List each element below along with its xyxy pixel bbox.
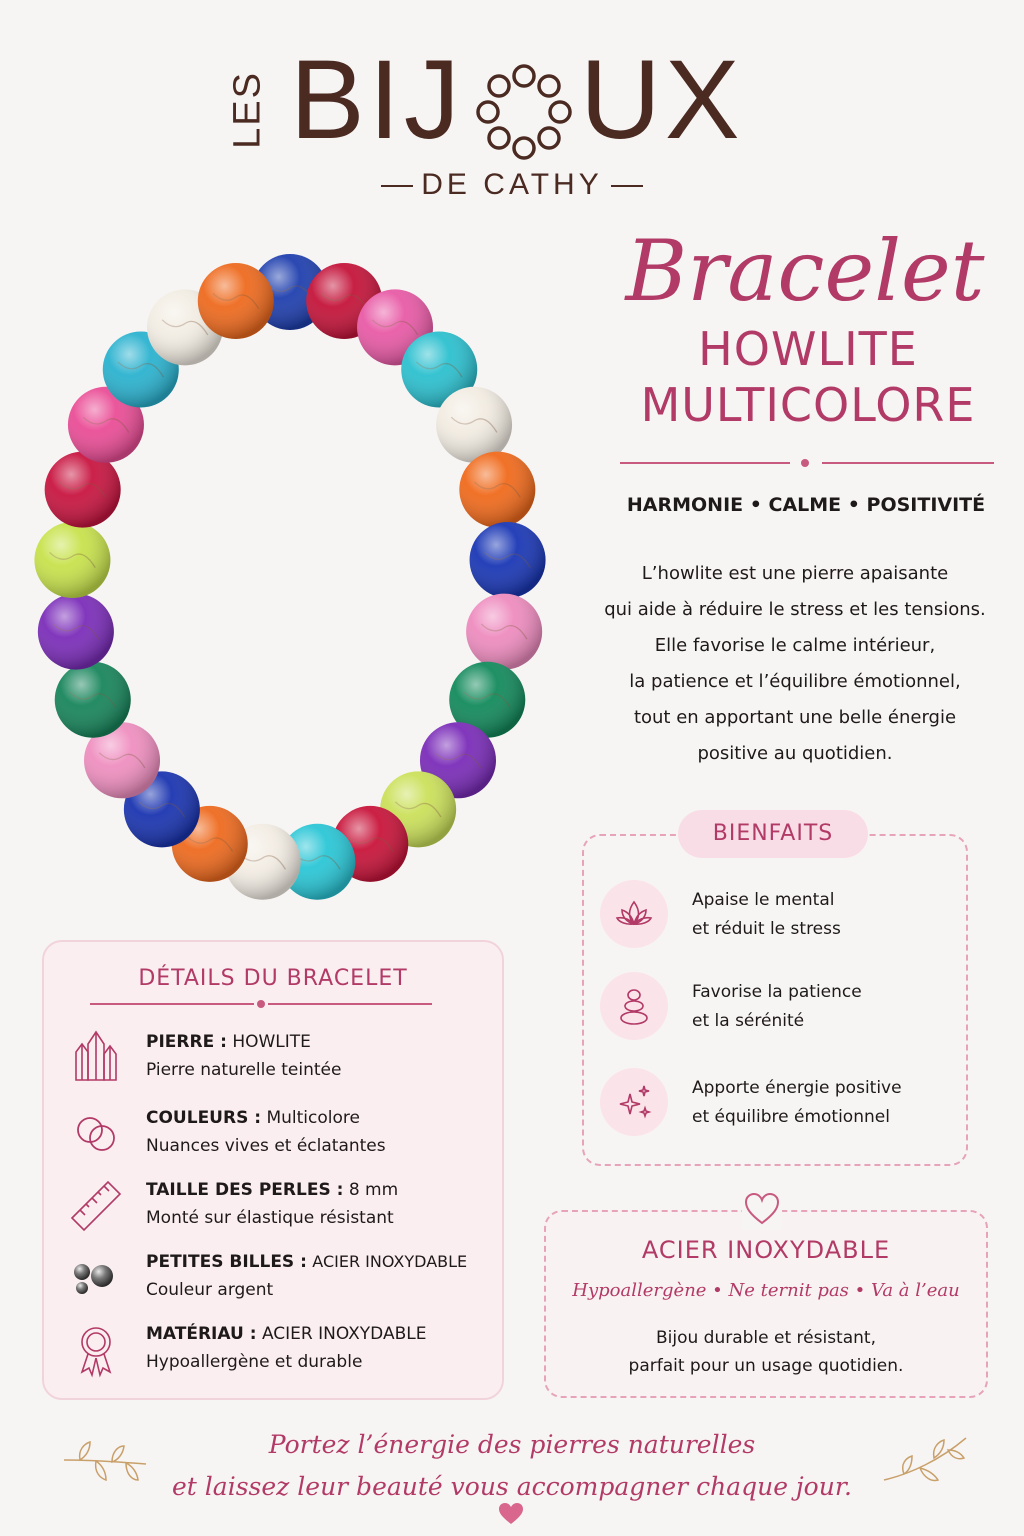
acier-title: ACIER INOXYDABLE	[641, 1236, 891, 1264]
award-badge-icon	[68, 1322, 124, 1378]
description-line: positive au quotidien.	[697, 743, 893, 764]
keywords: HARMONIE • CALME • POSITIVITÉ	[626, 494, 986, 516]
footer-quote	[140, 1424, 884, 1508]
benefit-item	[600, 970, 960, 1042]
benefit-line: Apporte énergie positive	[692, 1078, 902, 1098]
benefit-line: Apaise le mental	[692, 890, 835, 910]
rings-icon	[68, 1106, 124, 1162]
bead	[198, 263, 274, 339]
heart-outline-icon	[742, 1190, 782, 1230]
title-divider-right	[822, 462, 994, 464]
logo-les: LES	[226, 71, 269, 149]
branch-left-icon	[60, 1430, 150, 1490]
benefit-text	[692, 978, 962, 1036]
benefit-text	[692, 1074, 962, 1132]
bracelet-image	[20, 240, 560, 930]
brand-logo	[0, 37, 1024, 210]
description-line: la patience et l’équilibre émotionnel,	[629, 671, 961, 692]
description-line: tout en apportant une belle énergie	[633, 707, 957, 728]
acier-line: Bijou durable et résistant,	[655, 1328, 876, 1348]
detail-label-line: COULEURS : Multicolore	[146, 1108, 360, 1128]
benefit-line: et la sérénité	[692, 1011, 805, 1031]
detail-label-line: MATÉRIAU : ACIER INOXYDABLE	[146, 1324, 427, 1344]
bienfaits-title: BIENFAITS	[678, 810, 868, 858]
title-script: Bracelet	[625, 222, 985, 320]
benefit-text	[692, 886, 962, 944]
logo-bead-ring-icon	[474, 62, 574, 162]
sparkles-icon	[600, 1068, 668, 1136]
bead	[436, 387, 512, 463]
benefit-line: et équilibre émotionnel	[692, 1107, 890, 1127]
detail-sub-line: Couleur argent	[146, 1280, 274, 1300]
acier-text	[544, 1324, 988, 1380]
bead	[34, 522, 110, 598]
detail-label-line: TAILLE DES PERLES : 8 mm	[146, 1180, 399, 1200]
branch-right-icon	[880, 1430, 970, 1490]
benefit-line: et réduit le stress	[692, 919, 841, 939]
logo-subtitle: DE CATHY	[0, 168, 1024, 202]
bead	[55, 662, 131, 738]
detail-item	[68, 1322, 498, 1382]
bead	[459, 452, 535, 528]
heart-icon	[498, 1502, 524, 1526]
detail-item	[68, 1178, 498, 1238]
acier-line: parfait pour un usage quotidien.	[628, 1356, 904, 1376]
detail-item	[68, 1250, 498, 1310]
lotus-icon	[600, 880, 668, 948]
detail-sub-line: Pierre naturelle teintée	[146, 1060, 342, 1080]
detail-sub-line: Monté sur élastique résistant	[146, 1208, 394, 1228]
title-divider-left	[620, 462, 790, 464]
benefit-item	[600, 1066, 960, 1138]
logo-main-right: UX	[580, 37, 744, 162]
footer-quote-line: Portez l’énergie des pierres naturelles	[268, 1430, 756, 1459]
description-line: qui aide à réduire le stress et les tensions.	[604, 599, 986, 620]
bead	[45, 452, 121, 528]
description-line: Elle favorise le calme intérieur,	[654, 635, 936, 656]
bead	[470, 522, 546, 598]
details-divider-right	[268, 1003, 432, 1005]
logo-main-left: BIJ	[290, 37, 464, 162]
detail-sub-line: Hypoallergène et durable	[146, 1352, 363, 1372]
ruler-icon	[68, 1178, 124, 1234]
bead	[38, 594, 114, 670]
crystal-icon	[68, 1030, 124, 1086]
title-divider-dot	[801, 459, 809, 467]
description-line: L’howlite est une pierre apaisante	[641, 563, 949, 584]
detail-sub-line: Nuances vives et éclatantes	[146, 1136, 386, 1156]
detail-item	[68, 1030, 498, 1090]
bead	[466, 594, 542, 670]
details-title: DÉTAILS DU BRACELET	[138, 966, 408, 991]
details-divider-left	[90, 1003, 254, 1005]
benefit-line: Favorise la patience	[692, 982, 862, 1002]
benefit-item	[600, 878, 960, 950]
stacked-stones-icon	[600, 972, 668, 1040]
title-multicolore: MULTICOLORE	[640, 378, 976, 432]
detail-label-line: PETITES BILLES : ACIER INOXYDABLE	[146, 1252, 468, 1272]
details-divider-dot	[257, 1000, 265, 1008]
description	[580, 556, 1010, 772]
footer-quote-line: et laissez leur beauté vous accompagner chaque jour.	[172, 1472, 852, 1501]
title-howlite: HOWLITE	[698, 322, 918, 376]
detail-label-line: PIERRE : HOWLITE	[146, 1032, 311, 1052]
acier-tags: Hypoallergène • Ne ternit pas • Va à l’eau	[572, 1280, 960, 1301]
detail-item	[68, 1106, 498, 1166]
steel-balls-icon	[68, 1250, 124, 1306]
